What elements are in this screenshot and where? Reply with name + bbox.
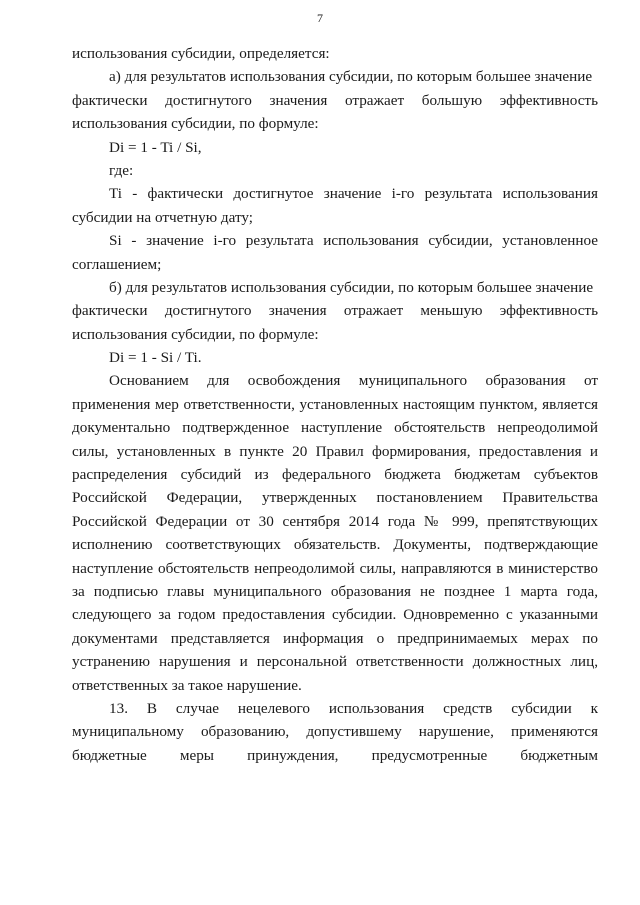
- text-line: документально подтвержденное наступление обстоятельств непреодолимой: [72, 419, 598, 437]
- text-line: Di = 1 - Ti / Si,: [109, 138, 202, 156]
- text-line: силы, установленных в пункте 20 Правил формирования, предоставления и: [72, 442, 598, 460]
- text-line: б) для результатов использования субсидии, по которым большее значение: [109, 278, 594, 296]
- text-line: Основанием для освобождения муниципального образования от: [109, 372, 598, 390]
- text-line: Di = 1 - Si / Ti.: [109, 349, 202, 367]
- text-line: ответственных за такое нарушение.: [72, 676, 302, 694]
- document-body: [72, 42, 598, 767]
- text-line: исполнению соответствующих обязательств. Документы, подтверждающие: [72, 536, 598, 554]
- text-line: следующего за годом предоставления субсидии. Одновременно с указанными: [72, 606, 598, 624]
- text-line: фактически достигнутого значения отражает меньшую эффективность: [72, 302, 598, 320]
- text-line: муниципальному образованию, допустившему нарушение, применяются: [72, 723, 598, 741]
- text-line: документами представляется информация о предпринимаемых мерах по: [72, 629, 598, 647]
- text-line: Российской Федерации от 30 сентября 2014 года № 999, препятствующих: [72, 512, 598, 530]
- text-line: использования субсидии, по формуле:: [72, 115, 319, 133]
- text-line: фактически достигнутого значения отражает большую эффективность: [72, 91, 598, 109]
- text-line: Si - значение i-го результата использования субсидии, установленное: [109, 232, 598, 250]
- text-line: использования субсидии, определяется:: [72, 45, 330, 62]
- page-number: 7: [317, 11, 323, 25]
- text-line: соглашением;: [72, 255, 162, 273]
- text-line: наступление обстоятельств непреодолимой силы, направляются в министерство: [72, 559, 598, 577]
- text-line: использования субсидии, по формуле:: [72, 325, 319, 343]
- text-line: а) для результатов использования субсидии, по которым большее значение: [109, 68, 593, 86]
- text-line: субсидии на отчетную дату;: [72, 208, 254, 226]
- text-line: Российской Федерации, утвержденных постановлением Правительства: [72, 489, 598, 507]
- text-line: бюджетные меры принуждения, предусмотренные бюджетным: [72, 746, 598, 764]
- text-line: за подписью главы муниципального образования не позднее 1 марта года,: [72, 582, 598, 600]
- text-line: устранению нарушения и персональной ответственности должностных лиц,: [72, 653, 598, 671]
- text-line: распределения субсидий из федерального бюджета бюджетам субъектов: [72, 466, 598, 484]
- text-line: применения мер ответственности, установленных настоящим пунктом, является: [72, 395, 598, 413]
- text-line: Ti - фактически достигнутое значение i-го результата использования: [109, 185, 598, 203]
- text-line: где:: [109, 161, 134, 179]
- text-line: 13. В случае нецелевого использования средств субсидии к: [109, 699, 598, 717]
